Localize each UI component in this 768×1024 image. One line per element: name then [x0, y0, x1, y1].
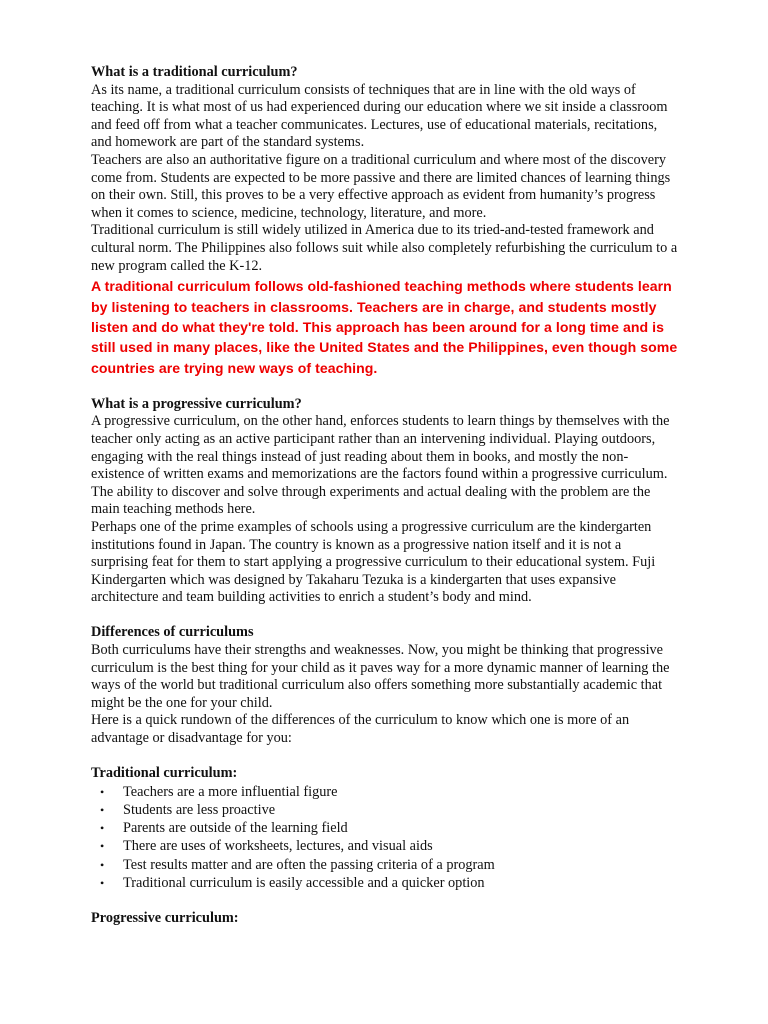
list-item-text: Test results matter and are often the passing criteria of a program [123, 856, 495, 873]
list-item [91, 837, 681, 855]
list-item [91, 819, 681, 837]
traditional-paragraph-1: As its name, a traditional curriculum consists of techniques that are in line with the old ways of teaching. It is what most of us had experienced during our education where we sit inside a classroom and feed off from what a teacher communicates. Lectures, use of educational materials, recitations, and homework are part of the standard systems. [91, 81, 668, 151]
bullet-icon: • [100, 839, 105, 854]
list-item-text: There are uses of worksheets, lectures, and visual aids [123, 838, 433, 855]
list-item [91, 856, 681, 874]
spacer [91, 892, 681, 910]
bullet-icon: • [100, 857, 105, 872]
progressive-curriculum-heading: What is a progressive curriculum? [91, 395, 302, 412]
list-item-text: Students are less proactive [123, 802, 276, 819]
bullet-icon: • [100, 784, 105, 799]
list-item [91, 801, 681, 819]
traditional-paragraph-3: Traditional curriculum is still widely utilized in America due to its tried-and-tested framework and cultural norm. The Philippines also follows suit while also completely refurbishing the curriculum to a new program called the K-12. [91, 222, 678, 274]
list-item-text: Teachers are a more influential figure [123, 783, 338, 800]
traditional-list-heading: Traditional curriculum: [91, 765, 238, 782]
progressive-paragraph-1: A progressive curriculum, on the other hand, enforces students to learn things by themselves with the teacher only acting as an active participant rather than an intervening individual. Playing outdoors, engaging with the real things instead of just reading about them in books, and mostly the non-existence of written exams and memorizations are the factors found within a progressive curriculum. The ability to discover and solve through experiments and actual dealing with the problem are the main teaching methods here. [91, 413, 670, 518]
progressive-list-heading: Progressive curriculum: [91, 909, 239, 926]
traditional-list [91, 783, 681, 892]
traditional-paragraph-2: Teachers are also an authoritative figure on a traditional curriculum and where most of the discovery come from. Students are expected to be more passive and there are limited chances of learning things on their own. Still, this proves to be a very effective approach as evident from humanity’s progress when it comes to science, medicine, technology, literature, and more. [91, 151, 671, 221]
highlighted-summary: A traditional curriculum follows old-fashioned teaching methods where students learn by listening to teachers in classrooms. Teachers are in charge, and students mostly listen and do what they're told. This approach has been around for a long time and is still used in many places, like the United States and the Philippines, even though some countries are trying new ways of teaching. [91, 278, 678, 376]
traditional-curriculum-heading: What is a traditional curriculum? [91, 64, 298, 80]
list-item-text: Parents are outside of the learning field [123, 820, 348, 837]
differences-heading: Differences of curriculums [91, 624, 254, 641]
progressive-paragraph-2: Perhaps one of the prime examples of schools using a progressive curriculum are the kindergarten institutions found in Japan. The country is known as a progressive nation itself and it is not a surprising feat for them to start applying a progressive curriculum to their educational system. Fuji Kindergarten which was designed by Takaharu Tezuka is a kindergarten that uses expansive architecture and team building activities to enrich a student’s body and mind. [91, 518, 656, 606]
bullet-icon: • [100, 821, 105, 836]
list-item-text: Traditional curriculum is easily accessible and a quicker option [123, 874, 485, 891]
list-item [91, 874, 681, 892]
bullet-icon: • [100, 875, 105, 890]
spacer [91, 378, 681, 396]
bullet-icon: • [100, 803, 105, 818]
spacer [91, 748, 681, 766]
document-page [91, 64, 681, 927]
differences-paragraph-1: Both curriculums have their strengths and weaknesses. Now, you might be thinking that progressive curriculum is the best thing for your child as it paves way for a more dynamic manner of learning the ways of the world but traditional curriculum also offers something more substantially academic that might be the one for your child. [91, 642, 670, 711]
differences-paragraph-2: Here is a quick rundown of the differences of the curriculum to know which one is more of an advantage or disadvantage for you: [91, 712, 630, 747]
list-item [91, 783, 681, 801]
spacer [91, 607, 681, 625]
